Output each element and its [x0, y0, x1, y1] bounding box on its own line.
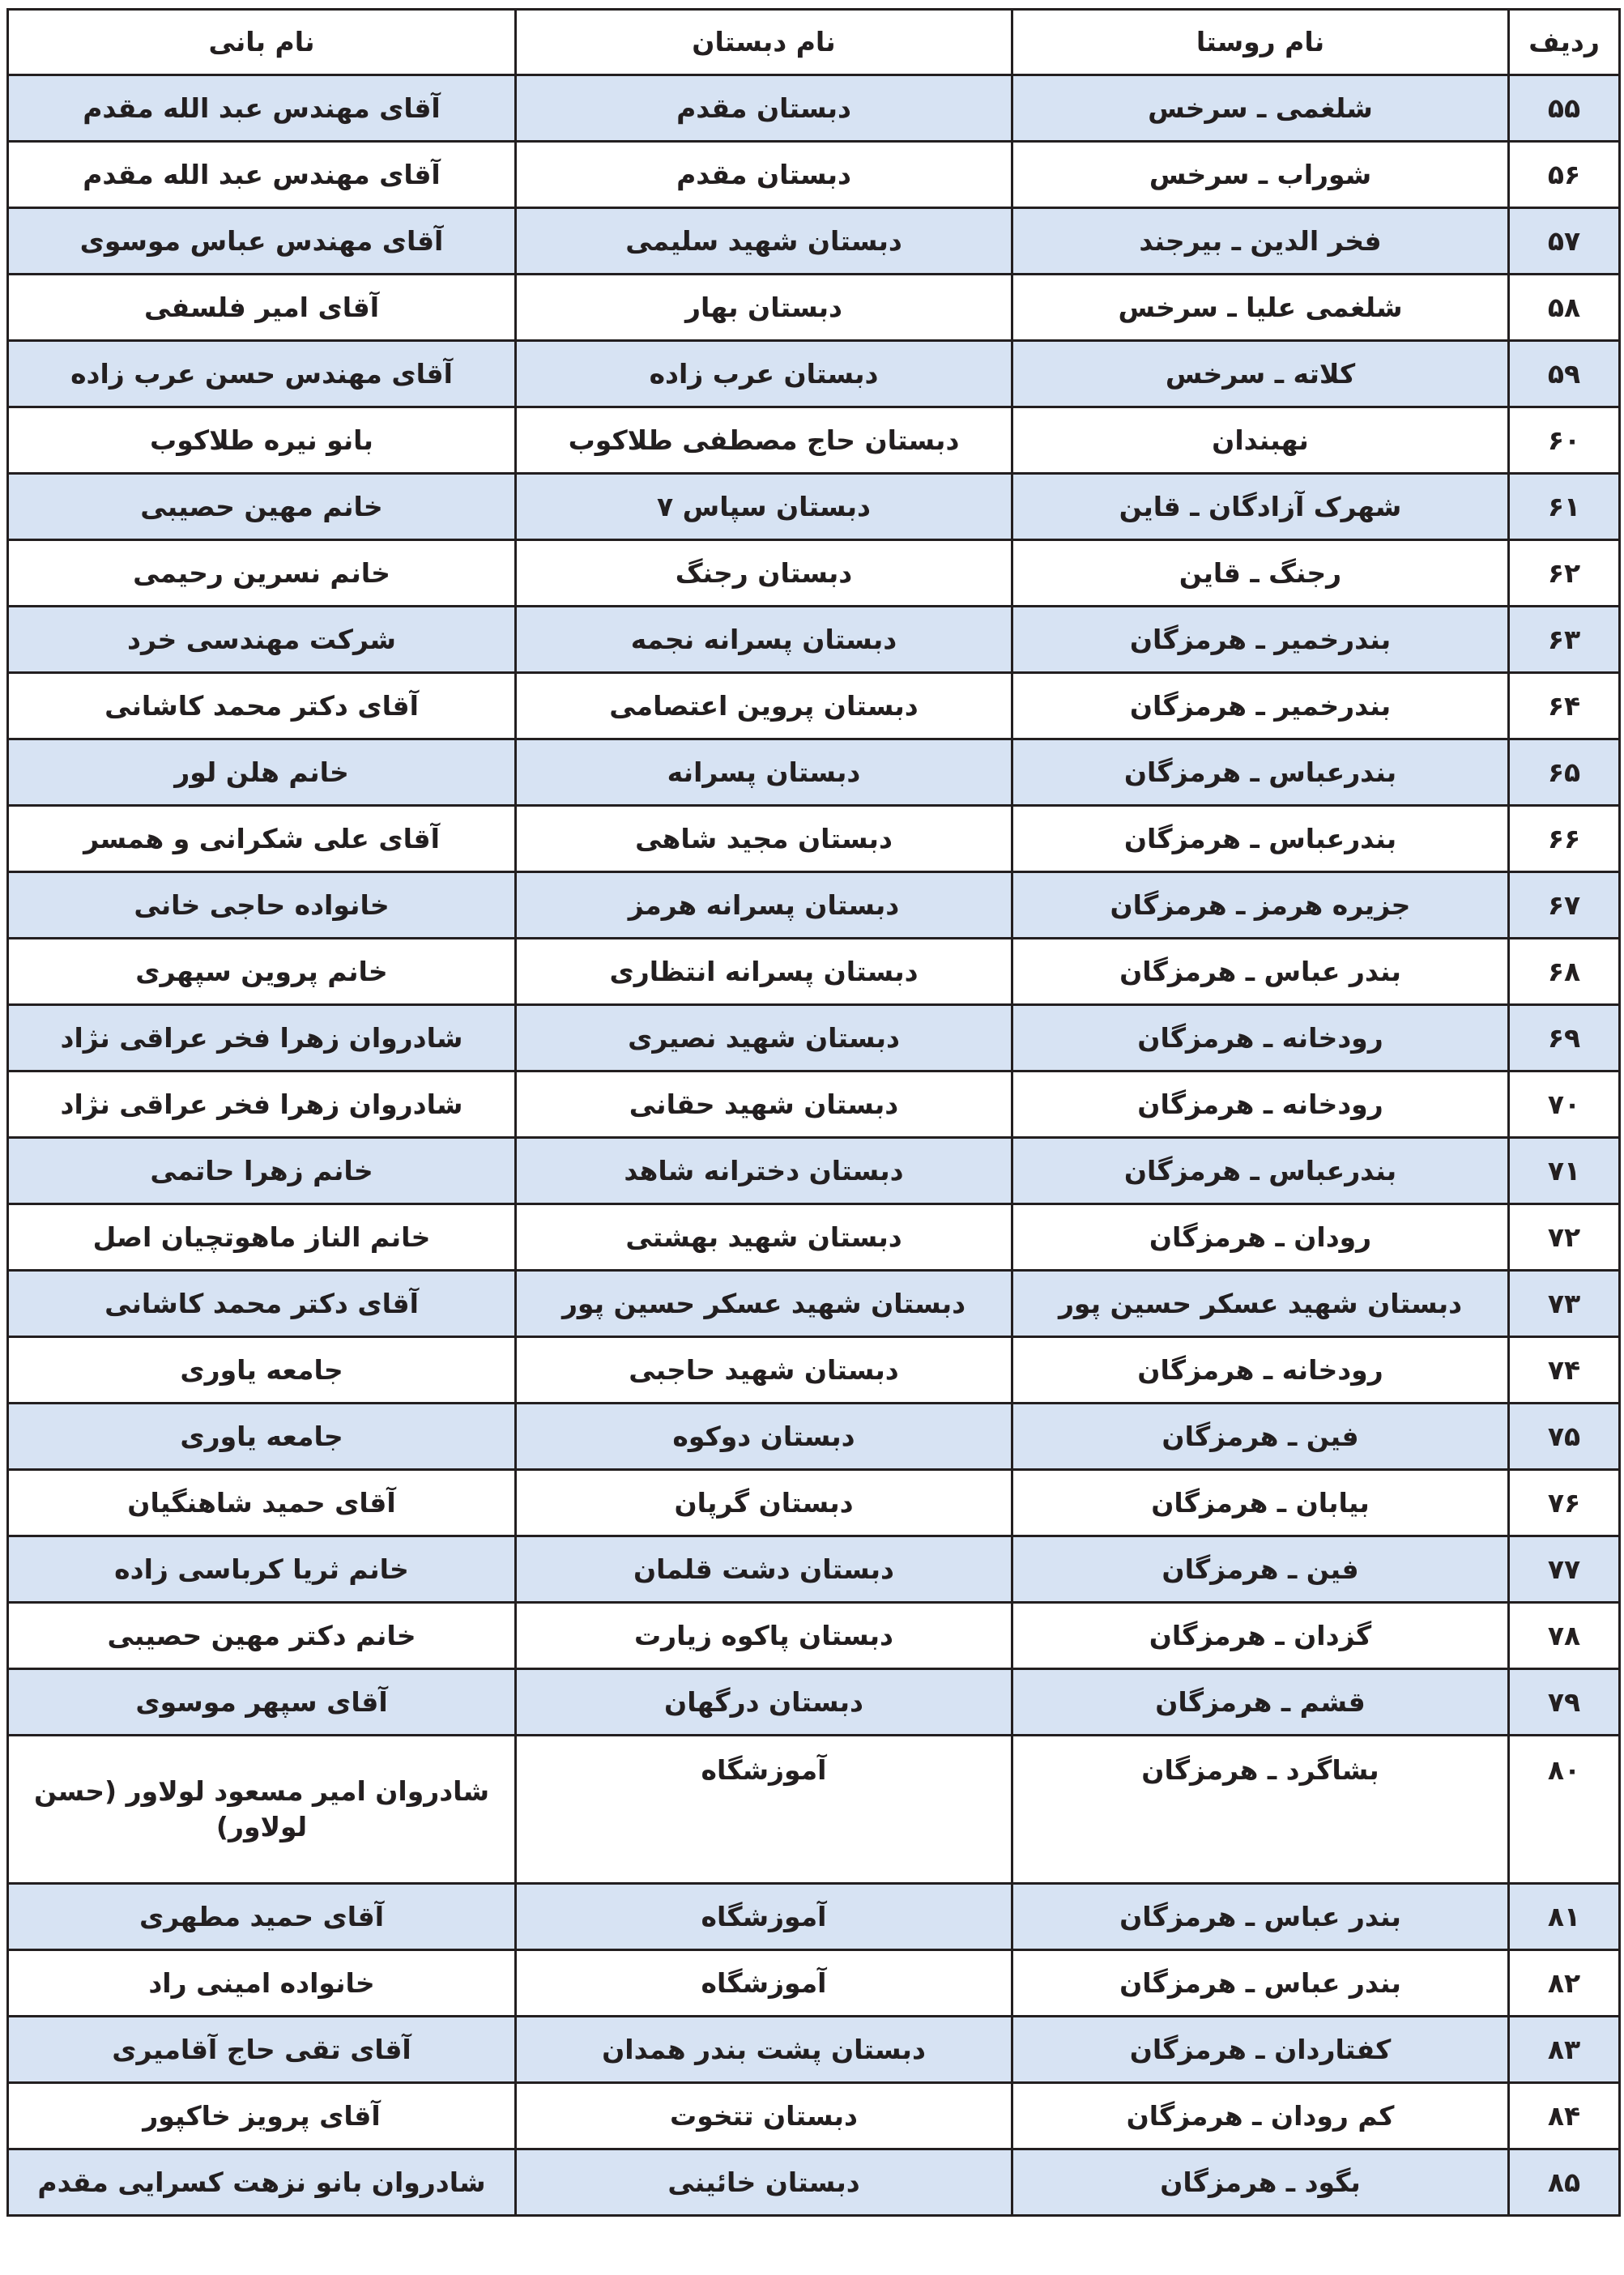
- table-row: [8, 341, 1620, 407]
- cell-index: ۶۶: [1509, 806, 1620, 872]
- cell-village: بندرعباس ـ هرمزگان: [1012, 739, 1509, 806]
- cell-village: بندر عباس ـ هرمزگان: [1012, 1884, 1509, 1950]
- cell-index: ۶۴: [1509, 673, 1620, 739]
- cell-school: دبستان پسرانه: [516, 739, 1012, 806]
- table-row: [8, 1884, 1620, 1950]
- cell-school: دبستان پروین اعتصامی: [516, 673, 1012, 739]
- cell-school: آموزشگاه: [516, 1884, 1012, 1950]
- header-index: ردیف: [1509, 10, 1620, 75]
- cell-founder: بانو نیره طلاکوب: [8, 407, 516, 474]
- table-row: [8, 806, 1620, 872]
- table-row: [8, 1071, 1620, 1138]
- table-row: [8, 1736, 1620, 1884]
- cell-index: ۸۵: [1509, 2149, 1620, 2216]
- cell-village: رودخانه ـ هرمزگان: [1012, 1337, 1509, 1404]
- cell-index: ۷۴: [1509, 1337, 1620, 1404]
- cell-index: ۶۲: [1509, 540, 1620, 607]
- cell-founder: آقای حمید شاهنگیان: [8, 1470, 516, 1536]
- cell-index: ۷۶: [1509, 1470, 1620, 1536]
- table-row: [8, 1271, 1620, 1337]
- cell-index: ۶۸: [1509, 939, 1620, 1005]
- cell-index: ۸۲: [1509, 1950, 1620, 2017]
- cell-founder: آقای دکتر محمد کاشانی: [8, 673, 516, 739]
- cell-village: بندرعباس ـ هرمزگان: [1012, 1138, 1509, 1204]
- cell-village: کم رودان ـ هرمزگان: [1012, 2083, 1509, 2149]
- cell-founder: شادروان زهرا فخر عراقی نژاد: [8, 1005, 516, 1071]
- cell-founder: آقای علی شکرانی و همسر: [8, 806, 516, 872]
- cell-village: کلاته ـ سرخس: [1012, 341, 1509, 407]
- cell-founder: خانم پروین سپهری: [8, 939, 516, 1005]
- cell-village: رودخانه ـ هرمزگان: [1012, 1071, 1509, 1138]
- cell-index: ۷۳: [1509, 1271, 1620, 1337]
- cell-index: ۷۵: [1509, 1404, 1620, 1470]
- cell-school: آموزشگاه: [516, 1736, 1012, 1884]
- cell-village: رودخانه ـ هرمزگان: [1012, 1005, 1509, 1071]
- table-row: [8, 474, 1620, 540]
- cell-founder: آقای حمید مطهری: [8, 1884, 516, 1950]
- cell-village: قشم ـ هرمزگان: [1012, 1669, 1509, 1736]
- cell-index: ۶۳: [1509, 607, 1620, 673]
- cell-school: دبستان شهید سلیمی: [516, 208, 1012, 275]
- table-row: [8, 1404, 1620, 1470]
- cell-founder: شادروان امیر مسعود لولاور (حسن لولاور): [8, 1736, 516, 1884]
- cell-school: دبستان درگهان: [516, 1669, 1012, 1736]
- cell-village: بشاگرد ـ هرمزگان: [1012, 1736, 1509, 1884]
- cell-founder: آقای مهندس عباس موسوی: [8, 208, 516, 275]
- cell-village: فخر الدین ـ بیرجند: [1012, 208, 1509, 275]
- cell-school: آموزشگاه: [516, 1950, 1012, 2017]
- header-founder: نام بانی: [8, 10, 516, 75]
- cell-village: فین ـ هرمزگان: [1012, 1536, 1509, 1603]
- cell-school: دبستان عرب زاده: [516, 341, 1012, 407]
- cell-school: دبستان مجید شاهی: [516, 806, 1012, 872]
- table-row: [8, 540, 1620, 607]
- cell-school: دبستان رجنگ: [516, 540, 1012, 607]
- cell-founder: آقای مهندس عبد الله مقدم: [8, 142, 516, 208]
- table-row: [8, 607, 1620, 673]
- table-row: [8, 939, 1620, 1005]
- cell-village: شلغمی علیا ـ سرخس: [1012, 275, 1509, 341]
- cell-founder: خانم مهین حصیبی: [8, 474, 516, 540]
- cell-school: دبستان سپاس ۷: [516, 474, 1012, 540]
- cell-founder: خانم الناز ماهوتچیان اصل: [8, 1204, 516, 1271]
- table-row: [8, 275, 1620, 341]
- cell-school: دبستان شهید حقانی: [516, 1071, 1012, 1138]
- cell-village: بندر عباس ـ هرمزگان: [1012, 939, 1509, 1005]
- cell-school: دبستان دوکوه: [516, 1404, 1012, 1470]
- table-header-row: [8, 10, 1620, 75]
- cell-index: ۸۱: [1509, 1884, 1620, 1950]
- cell-school: دبستان دشت قلمان: [516, 1536, 1012, 1603]
- cell-founder: خانم دکتر مهین حصیبی: [8, 1603, 516, 1669]
- table-row: [8, 75, 1620, 142]
- cell-village: گزدان ـ هرمزگان: [1012, 1603, 1509, 1669]
- donor-schools-table: [6, 8, 1621, 2217]
- cell-founder: جامعه یاوری: [8, 1337, 516, 1404]
- cell-school: دبستان پسرانه انتظاری: [516, 939, 1012, 1005]
- table-row: [8, 1005, 1620, 1071]
- cell-index: ۸۰: [1509, 1736, 1620, 1884]
- cell-index: ۷۷: [1509, 1536, 1620, 1603]
- table-row: [8, 142, 1620, 208]
- table-row: [8, 673, 1620, 739]
- cell-founder: آقای تقی حاج آقامیری: [8, 2017, 516, 2083]
- cell-village: شلغمی ـ سرخس: [1012, 75, 1509, 142]
- cell-index: ۷۸: [1509, 1603, 1620, 1669]
- cell-village: شهرک آزادگان ـ قاین: [1012, 474, 1509, 540]
- table-row: [8, 1603, 1620, 1669]
- cell-village: بندرخمیر ـ هرمزگان: [1012, 607, 1509, 673]
- cell-index: ۶۵: [1509, 739, 1620, 806]
- cell-village: بیابان ـ هرمزگان: [1012, 1470, 1509, 1536]
- cell-founder: خانم زهرا حاتمی: [8, 1138, 516, 1204]
- table-row: [8, 1337, 1620, 1404]
- cell-founder: خانواده امینی راد: [8, 1950, 516, 2017]
- cell-school: دبستان پاکوه زیارت: [516, 1603, 1012, 1669]
- cell-founder: خانم نسرین رحیمی: [8, 540, 516, 607]
- cell-index: ۸۳: [1509, 2017, 1620, 2083]
- cell-school: دبستان مقدم: [516, 75, 1012, 142]
- cell-village: نهبندان: [1012, 407, 1509, 474]
- cell-founder: آقای امیر فلسفی: [8, 275, 516, 341]
- cell-school: دبستان گرپان: [516, 1470, 1012, 1536]
- cell-school: دبستان خائینی: [516, 2149, 1012, 2216]
- cell-school: دبستان پسرانه هرمز: [516, 872, 1012, 939]
- cell-founder: شادروان زهرا فخر عراقی نژاد: [8, 1071, 516, 1138]
- cell-founder: آقای پرویز خاکپور: [8, 2083, 516, 2149]
- table-row: [8, 1950, 1620, 2017]
- table-row: [8, 407, 1620, 474]
- table-row: [8, 2017, 1620, 2083]
- cell-index: ۵۶: [1509, 142, 1620, 208]
- cell-village: بندر عباس ـ هرمزگان: [1012, 1950, 1509, 2017]
- cell-index: ۵۷: [1509, 208, 1620, 275]
- cell-school: دبستان پشت بندر همدان: [516, 2017, 1012, 2083]
- cell-index: ۶۷: [1509, 872, 1620, 939]
- cell-school: دبستان شهید عسکر حسین پور: [516, 1271, 1012, 1337]
- cell-index: ۷۲: [1509, 1204, 1620, 1271]
- cell-index: ۵۵: [1509, 75, 1620, 142]
- cell-founder: خانواده حاجی خانی: [8, 872, 516, 939]
- cell-school: دبستان بهار: [516, 275, 1012, 341]
- table-body: [8, 75, 1620, 2216]
- cell-founder: آقای مهندس حسن عرب زاده: [8, 341, 516, 407]
- cell-index: ۸۴: [1509, 2083, 1620, 2149]
- cell-village: کفتاردان ـ هرمزگان: [1012, 2017, 1509, 2083]
- cell-founder: خانم هلن لور: [8, 739, 516, 806]
- cell-founder: شرکت مهندسی خرد: [8, 607, 516, 673]
- cell-founder: آقای مهندس عبد الله مقدم: [8, 75, 516, 142]
- cell-school: دبستان شهید بهشتی: [516, 1204, 1012, 1271]
- table-row: [8, 1669, 1620, 1736]
- cell-village: دبستان شهید عسکر حسین پور: [1012, 1271, 1509, 1337]
- table-row: [8, 208, 1620, 275]
- cell-village: شوراب ـ سرخس: [1012, 142, 1509, 208]
- cell-index: ۷۹: [1509, 1669, 1620, 1736]
- cell-village: رودان ـ هرمزگان: [1012, 1204, 1509, 1271]
- cell-village: بندرخمیر ـ هرمزگان: [1012, 673, 1509, 739]
- cell-index: ۶۹: [1509, 1005, 1620, 1071]
- cell-school: دبستان پسرانه نجمه: [516, 607, 1012, 673]
- cell-founder: خانم ثریا کرباسی زاده: [8, 1536, 516, 1603]
- cell-school: دبستان دخترانه شاهد: [516, 1138, 1012, 1204]
- cell-index: ۷۱: [1509, 1138, 1620, 1204]
- cell-village: بگود ـ هرمزگان: [1012, 2149, 1509, 2216]
- table-row: [8, 2149, 1620, 2216]
- cell-village: بندرعباس ـ هرمزگان: [1012, 806, 1509, 872]
- cell-village: جزیره هرمز ـ هرمزگان: [1012, 872, 1509, 939]
- cell-school: دبستان شهید حاجبی: [516, 1337, 1012, 1404]
- cell-founder: جامعه یاوری: [8, 1404, 516, 1470]
- table-row: [8, 1138, 1620, 1204]
- cell-index: ۶۰: [1509, 407, 1620, 474]
- cell-index: ۵۸: [1509, 275, 1620, 341]
- table-row: [8, 872, 1620, 939]
- cell-founder: آقای سپهر موسوی: [8, 1669, 516, 1736]
- cell-index: ۷۰: [1509, 1071, 1620, 1138]
- table-row: [8, 2083, 1620, 2149]
- cell-school: دبستان مقدم: [516, 142, 1012, 208]
- table-row: [8, 1204, 1620, 1271]
- table-row: [8, 1470, 1620, 1536]
- cell-founder: آقای دکتر محمد کاشانی: [8, 1271, 516, 1337]
- header-village: نام روستا: [1012, 10, 1509, 75]
- cell-school: دبستان تتخوت: [516, 2083, 1012, 2149]
- cell-index: ۵۹: [1509, 341, 1620, 407]
- cell-founder: شادروان بانو نزهت کسرایی مقدم: [8, 2149, 516, 2216]
- cell-school: دبستان حاج مصطفی طلاکوب: [516, 407, 1012, 474]
- cell-village: فین ـ هرمزگان: [1012, 1404, 1509, 1470]
- cell-village: رجنگ ـ قاین: [1012, 540, 1509, 607]
- table-row: [8, 739, 1620, 806]
- cell-school: دبستان شهید نصیری: [516, 1005, 1012, 1071]
- table-row: [8, 1536, 1620, 1603]
- header-school: نام دبستان: [516, 10, 1012, 75]
- cell-index: ۶۱: [1509, 474, 1620, 540]
